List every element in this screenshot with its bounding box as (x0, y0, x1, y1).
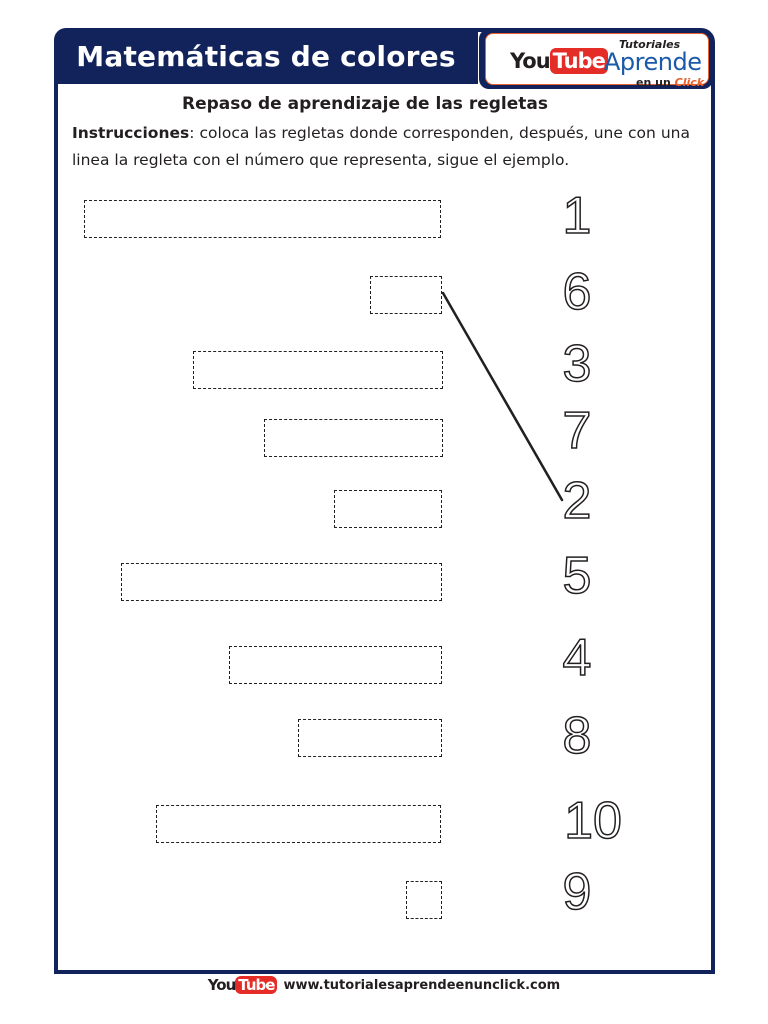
footer-url[interactable]: www.tutorialesaprendeenunclick.com (283, 977, 561, 993)
number-6: 6 (562, 263, 592, 321)
footer-youtube-tube: Tube (235, 976, 277, 994)
logo-tutoriales: Tutoriales (619, 38, 681, 51)
youtube-logo-you: You (510, 49, 550, 73)
number-10: 10 (564, 792, 622, 850)
footer-youtube-logo (208, 976, 278, 994)
footer (0, 974, 768, 996)
number-8: 8 (562, 707, 592, 765)
number-3: 3 (562, 335, 592, 393)
number-1: 1 (562, 187, 592, 245)
number-2: 2 (562, 472, 592, 530)
youtube-logo-tube: Tube (550, 48, 608, 74)
number-9: 9 (562, 863, 592, 921)
instructions-label: Instrucciones (72, 124, 190, 142)
footer-youtube-you: You (207, 976, 236, 994)
number-7: 7 (562, 402, 592, 460)
logo-aprende: Aprende (604, 48, 702, 76)
number-4: 4 (562, 629, 592, 687)
logo-click: Click (674, 76, 705, 89)
worksheet-subtitle: Repaso de aprendizaje de las regletas (182, 94, 548, 114)
logo-en-un: en un (636, 76, 671, 89)
page-title: Matemáticas de colores (76, 39, 456, 73)
instructions-text: : coloca las regletas donde corresponden, después, une con una linea la regleta con el número que representa, sigue el ejemplo. (72, 124, 690, 169)
number-5: 5 (562, 547, 592, 605)
